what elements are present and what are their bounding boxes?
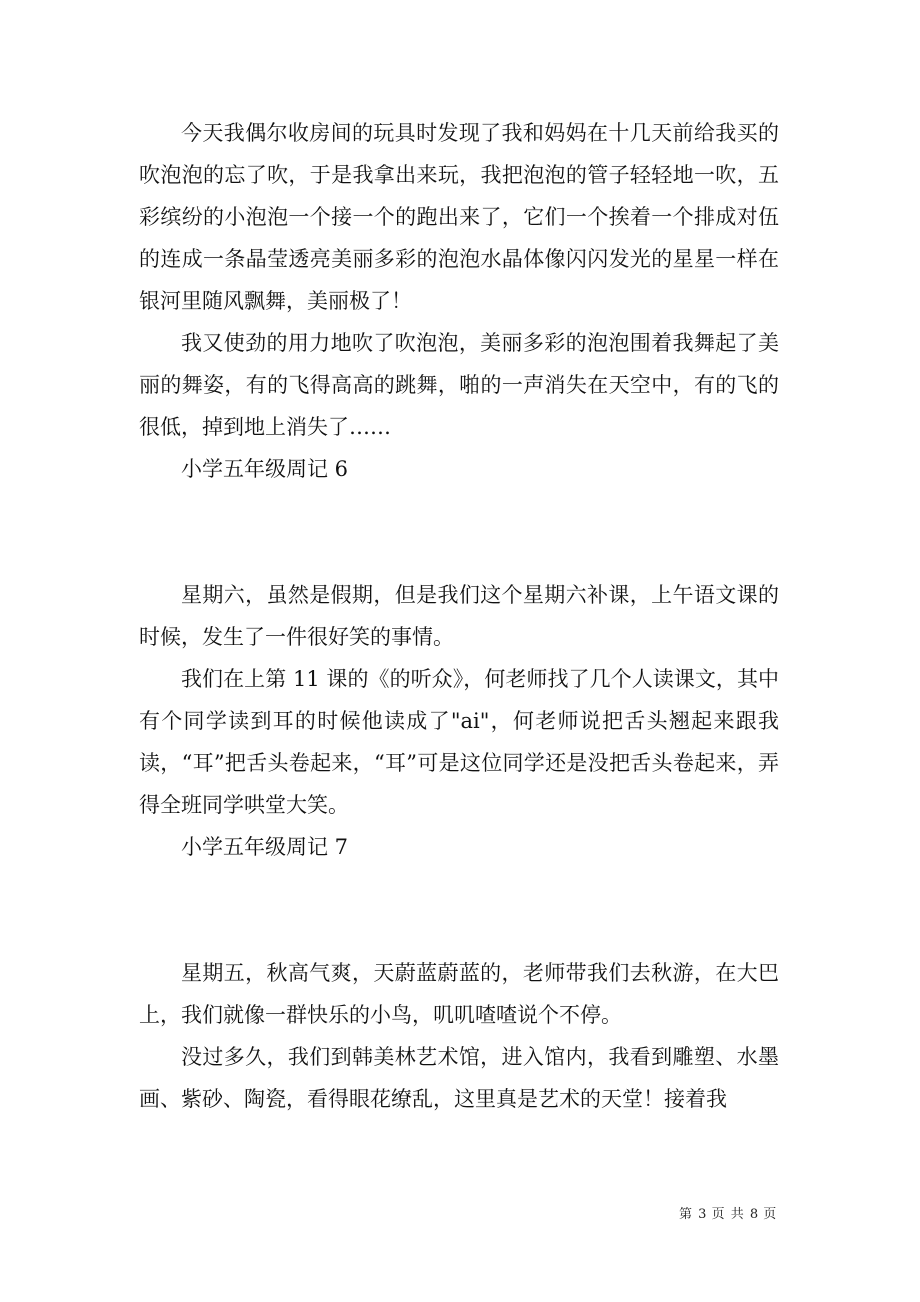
paragraph-bubbles-2: 我又使劲的用力地吹了吹泡泡，美丽多彩的泡泡围着我舞起了美丽的舞姿，有的飞得高高的跳舞，啪的一声消失在天空中，有的飞的很低，掉到地上消失了…… [139,331,779,439]
footer-suffix: 页 [763,1207,778,1222]
section-spacer [139,868,779,952]
paragraph-bubbles-1: 今天我偶尔收房间的玩具时发现了我和妈妈在十几天前给我买的吹泡泡的忘了吹，于是我拿出来玩，我把泡泡的管子轻轻地一吹，五彩缤纷的小泡泡一个接一个的跑出来了，它们一个挨着一个排成对伍的连成一条晶莹透亮美丽多彩的泡泡水晶体像闪闪发光的星星一样在银河里随风飘舞，美丽极了！ [139,121,779,313]
current-page-number: 3 [698,1207,707,1222]
paragraph-autumn-trip: 星期五，秋高气爽，天蔚蓝蔚蓝的，老师带我们去秋游，在大巴上，我们就像一群快乐的小鸟，叽叽喳喳说个不停。 [139,961,779,1027]
footer-middle: 页 共 [711,1207,745,1222]
section-heading-journal-7: 小学五年级周记 7 [181,835,349,859]
section-heading-journal-6: 小学五年级周记 6 [181,457,349,481]
paragraph-art-museum: 没过多久，我们到韩美林艺术馆，进入馆内，我看到雕塑、水墨画、紫砂、陶瓷，看得眼花缭乱，这里真是艺术的天堂！接着我 [139,1045,779,1111]
page-number-indicator [679,1206,777,1224]
document-body [139,112,779,1120]
paragraph-saturday-class: 星期六，虽然是假期，但是我们这个星期六补课，上午语文课的时候，发生了一件很好笑的事情。 [139,583,779,649]
total-page-count: 8 [749,1207,759,1222]
paragraph-reading-lesson: 我们在上第 11 课的《的听众》，何老师找了几个人读课文，其中有个同学读到耳的时候他读成了"ai"，何老师说把舌头翘起来跟我读，“耳”把舌头卷起来，“耳”可是这位同学还是没把舌头卷起来，弄得全班同学哄堂大笑。 [139,667,779,817]
footer-prefix: 第 [679,1207,694,1222]
section-spacer [139,490,779,574]
